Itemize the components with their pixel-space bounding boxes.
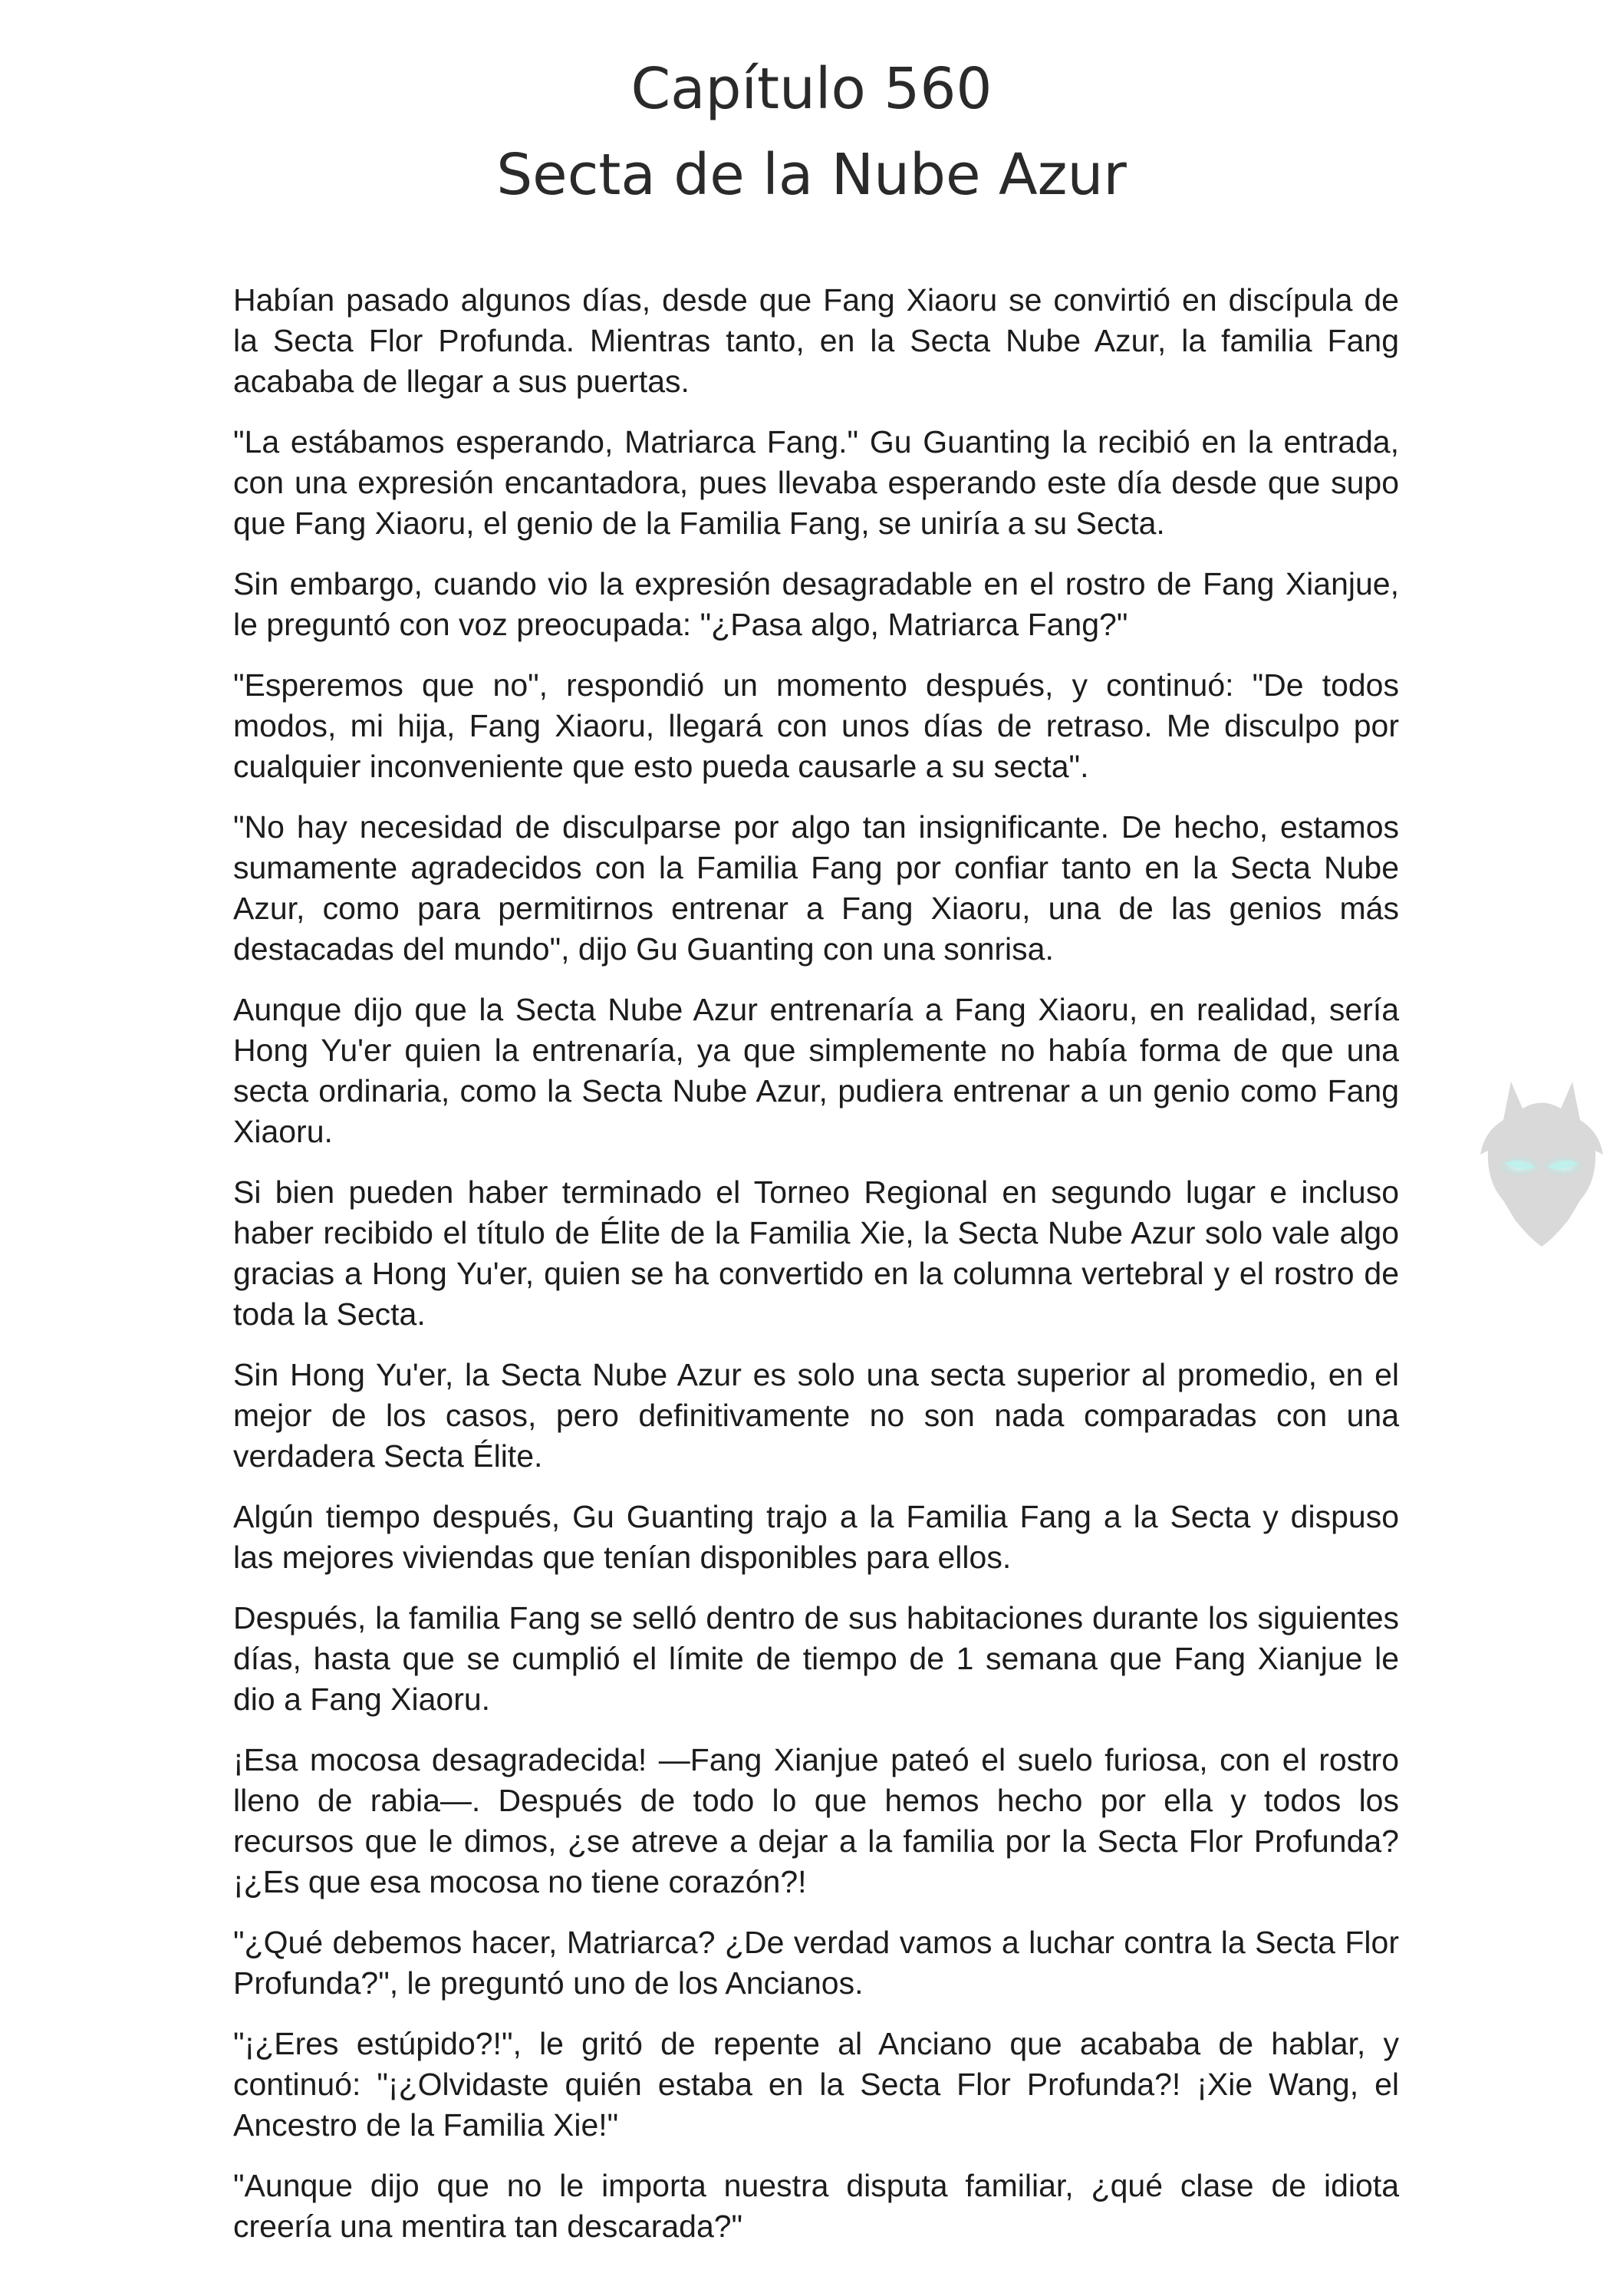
paragraph: "La estábamos esperando, Matriarca Fang." Gu Guanting la recibió en la entrada, con una expresión encantadora, pues llevaba esperando este día desde que supo que Fang Xiaoru, el genio de la Familia Fang, se uniría a su Secta. [233,424,1399,541]
paragraph: "Aunque dijo que no le importa nuestra disputa familiar, ¿qué clase de idiota creería una mentira tan descarada?" [233,2168,1399,2244]
chapter-number: Capítulo 560 [630,56,993,122]
paragraph: ¡Esa mocosa desagradecida! —Fang Xianjue pateó el suelo furiosa, con el rostro lleno de rabia—. Después de todo lo que hemos hecho por ella y todos los recursos que le dimos, ¿se atreve a dejar a la familia por la Secta Flor Profunda? ¡¿Es que esa mocosa no tiene corazón?! [233,1742,1399,1899]
paragraph: Algún tiempo después, Gu Guanting trajo a la Familia Fang a la Secta y dispuso las mejores viviendas que tenían disponibles para ellos. [233,1499,1399,1575]
chapter-title: Secta de la Nube Azur [496,142,1127,208]
paragraph: Aunque dijo que la Secta Nube Azur entrenaría a Fang Xiaoru, en realidad, sería Hong Yu'er quien la entrenaría, ya que simplemente no había forma de que una secta ordinaria, como la Secta Nube Azur, pudiera entrenar a un genio como Fang Xiaoru. [233,992,1399,1149]
paragraph: Habían pasado algunos días, desde que Fang Xiaoru se convirtió en discípula de la Secta Flor Profunda. Mientras tanto, en la Secta Nube Azur, la familia Fang acababa de llegar a sus puertas. [233,282,1399,399]
paragraph: Sin Hong Yu'er, la Secta Nube Azur es solo una secta superior al promedio, en el mejor de los casos, pero definitivamente no son nada comparadas con una verdadera Secta Élite. [233,1357,1399,1474]
demon-head-logo-icon [1465,1066,1618,1250]
paragraph: "Esperemos que no", respondió un momento después, y continuó: "De todos modos, mi hija, Fang Xiaoru, llegará con unos días de retraso. Me disculpo por cualquier inconveniente que esto pueda causarle a su secta". [233,667,1399,784]
paragraph: "¿Qué debemos hacer, Matriarca? ¿De verdad vamos a luchar contra la Secta Flor Profunda?", le preguntó uno de los Ancianos. [233,1925,1399,2001]
chapter-body [233,280,1399,2267]
demon-head-shape [1480,1082,1603,1247]
paragraph: "¡¿Eres estúpido?!", le gritó de repente al Anciano que acababa de hablar, y continuó: "¡¿Olvidaste quién estaba en la Secta Flor Profunda?! ¡Xie Wang, el Ancestro de la Familia Xie!" [233,2026,1399,2143]
paragraph: Después, la familia Fang se selló dentro de sus habitaciones durante los siguientes días, hasta que se cumplió el límite de tiempo de 1 semana que Fang Xianjue le dio a Fang Xiaoru. [233,1600,1399,1717]
paragraph: Sin embargo, cuando vio la expresión desagradable en el rostro de Fang Xianjue, le preguntó con voz preocupada: "¿Pasa algo, Matriarca Fang?" [233,566,1399,642]
paragraph: Si bien pueden haber terminado el Torneo Regional en segundo lugar e incluso haber recibido el título de Élite de la Familia Xie, la Secta Nube Azur solo vale algo gracias a Hong Yu'er, quien se ha convertido en la columna vertebral y el rostro de toda la Secta. [233,1174,1399,1332]
paragraph: "No hay necesidad de disculparse por algo tan insignificante. De hecho, estamos sumamente agradecidos con la Familia Fang por confiar tanto en la Secta Nube Azur, como para permitirnos entrenar a Fang Xiaoru, una de las genios más destacadas del mundo", dijo Gu Guanting con una sonrisa. [233,809,1399,967]
chapter-header [0,46,1623,218]
